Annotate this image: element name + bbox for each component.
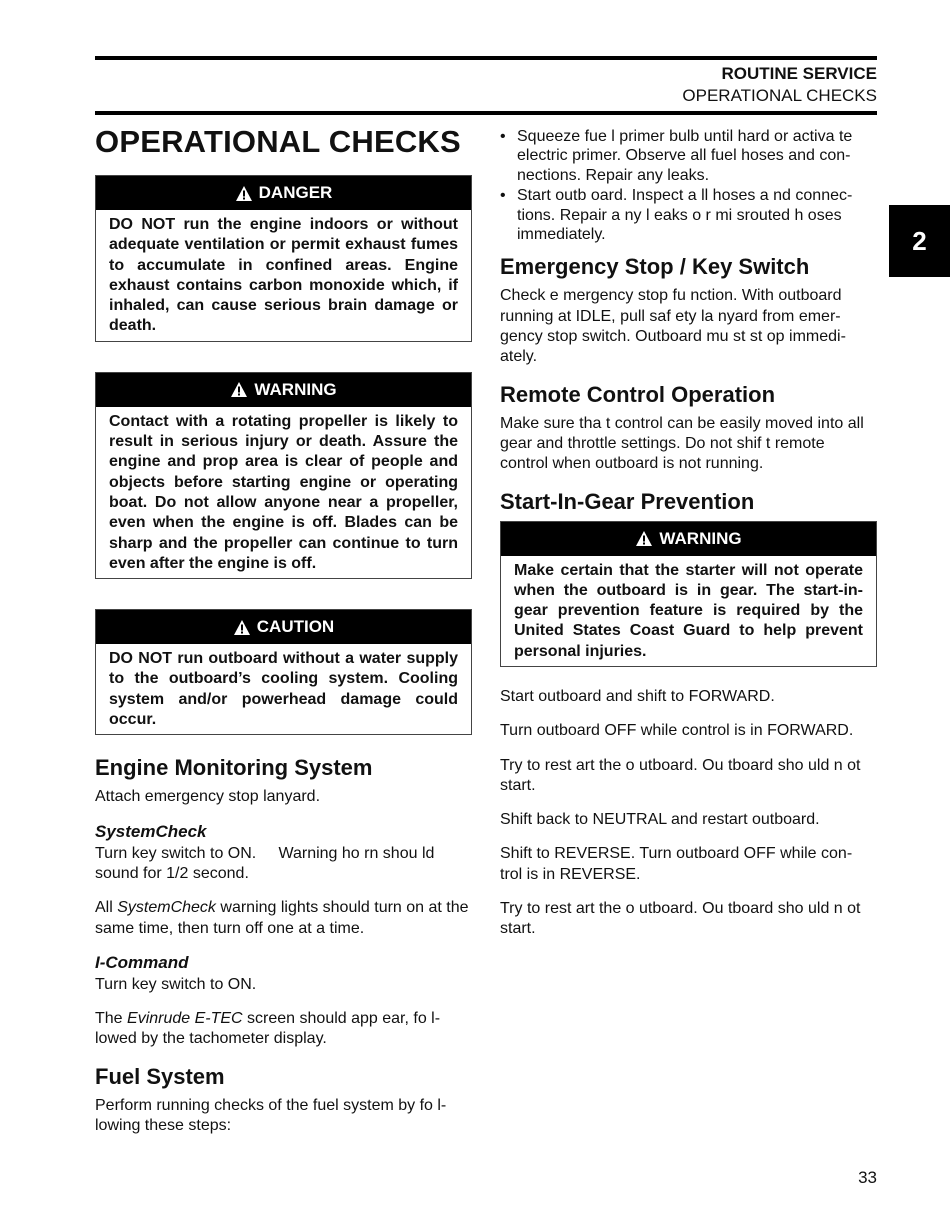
left-column — [95, 124, 472, 1150]
icommand-step-2-pre: The — [95, 1010, 128, 1028]
danger-box — [95, 175, 472, 342]
page-number: 33 — [858, 1168, 877, 1187]
start-in-gear-step: Shift to REVERSE. Turn outboard OFF while con- trol is in REVERSE. — [500, 845, 853, 883]
right-column — [500, 127, 877, 954]
start-in-gear-warning-text: Make certain that the starter will not operate when the outboard is in gear. The start-in-gear prevention feature is required by the United States Coast Guard to help prevent personal injuries. — [514, 561, 863, 660]
systemcheck-step-1: Turn key switch to ON. Warning ho rn shou ld sound for 1/2 second. — [95, 844, 439, 882]
remote-control-heading: Remote Control Operation — [500, 381, 776, 407]
caution-box-header — [96, 610, 471, 644]
chapter-tab: 2 — [889, 205, 950, 277]
caution-label: CAUTION — [256, 617, 335, 637]
fuel-system-steps — [500, 127, 877, 244]
systemcheck-step-2 — [95, 898, 472, 939]
warning-box-start-in-gear — [500, 521, 877, 667]
icommand-step-2-post: screen should app ear, fo l- lowed by the tachometer display. — [95, 1010, 441, 1048]
warning-box-header — [96, 373, 471, 407]
icommand-heading: I-Command — [95, 952, 189, 972]
header-rule-top — [95, 56, 877, 60]
danger-text: DO NOT run the engine indoors or without adequate ventilation or permit exhaust fumes to accumulate in confined areas. Engine exhaust contains carbon monoxide which, if inhaled, can cause serious brain damage or death. — [109, 216, 458, 335]
alert-triangle-icon — [233, 619, 251, 636]
emergency-stop-text: Check e mergency stop fu nction. With outboard running at IDLE, pull saf ety la nyard from emer- gency stop switch. Outboard mu st st op immedi- ately. — [500, 287, 846, 366]
emergency-stop-heading: Emergency Stop / Key Switch — [500, 254, 810, 280]
remote-control-text: Make sure tha t control can be easily moved into all gear and throttle settings. Do not shif t remote control when outboard is not running. — [500, 414, 864, 473]
danger-box-header — [96, 176, 471, 210]
caution-text: DO NOT run outboard without a water supply to the outboard’s cooling system. Cooling system and/or powerhead damage could occur. — [109, 650, 458, 729]
engine-monitoring-intro: Attach emergency stop lanyard. — [95, 788, 321, 806]
page-title: OPERATIONAL CHECKS — [95, 124, 461, 159]
alert-triangle-icon — [235, 185, 253, 202]
evinrude-term: Evinrude E-TEC — [127, 1010, 243, 1028]
list-item: • Start outb oard. Inspect a ll hoses a nd connec- tions. Repair a ny l eaks o r mi srouted h oses immediately. — [500, 186, 877, 244]
warning-box-header — [501, 522, 876, 556]
fuel-system-intro: Perform running checks of the fuel system by fo l- lowing these steps: — [95, 1096, 447, 1135]
warning-label: WARNING — [659, 528, 742, 548]
start-in-gear-step: Try to rest art the o utboard. Ou tboard sho uld n ot start. — [500, 756, 861, 794]
warning-box-propeller — [95, 372, 472, 579]
header-section-title: ROUTINE SERVICE — [721, 64, 877, 83]
start-in-gear-heading: Start-In-Gear Prevention — [500, 488, 755, 514]
alert-triangle-icon — [635, 530, 653, 547]
header-rule-bottom — [95, 111, 877, 115]
systemcheck-term: SystemCheck — [117, 899, 216, 917]
list-item: • Squeeze fue l primer bulb until hard or activa te electric primer. Observe all fuel hoses and con- nections. Repair any leaks. — [500, 127, 877, 185]
warning-label: WARNING — [254, 379, 337, 399]
icommand-step-1: Turn key switch to ON. — [95, 975, 257, 993]
start-in-gear-step: Try to rest art the o utboard. Ou tboard sho uld n ot start. — [500, 900, 861, 938]
caution-box — [95, 609, 472, 735]
systemcheck-step-2-pre: All — [95, 899, 118, 917]
alert-triangle-icon — [230, 381, 248, 398]
icommand-step-2 — [95, 1009, 472, 1050]
engine-monitoring-heading: Engine Monitoring System — [95, 755, 373, 781]
systemcheck-heading: SystemCheck — [95, 821, 207, 841]
start-in-gear-step: Turn outboard OFF while control is in FORWARD. — [500, 722, 854, 740]
warning-text: Contact with a rotating propeller is likely to result in serious injury or death. Assure the engine and prop area is clear of people and objects before starting engine or operating boat. Do not allow anyone near a propeller, even when the engine is off. Blades can be sharp and the propeller can continue to turn even after the engine is off. — [109, 412, 458, 572]
systemcheck-step-2-post: warning lights should turn on at the same time, then turn off one at a time. — [95, 899, 469, 937]
header-subsection-title: OPERATIONAL CHECKS — [682, 86, 877, 105]
start-in-gear-step: Start outboard and shift to FORWARD. — [500, 688, 775, 705]
danger-label: DANGER — [258, 183, 333, 202]
start-in-gear-step: Shift back to NEUTRAL and restart outboard. — [500, 811, 820, 829]
fuel-system-heading: Fuel System — [95, 1063, 225, 1089]
